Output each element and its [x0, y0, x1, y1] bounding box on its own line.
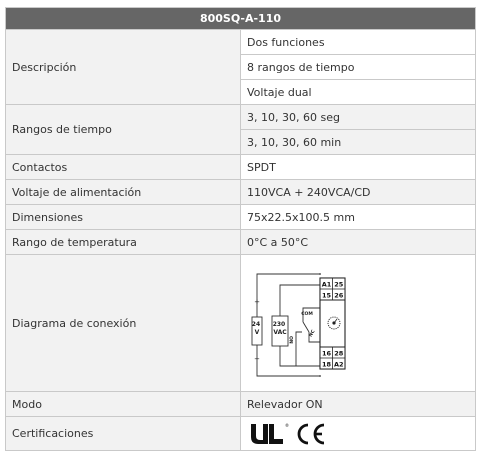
- row-diagrama: [6, 255, 476, 392]
- label-descripcion: Descripción: [6, 30, 241, 105]
- terminal-25: 25: [334, 280, 344, 288]
- ul-mark-icon: [247, 421, 287, 447]
- supply-230vac-label: [273, 321, 288, 336]
- ul-letter-u: [251, 424, 268, 444]
- table-header-row: [6, 8, 476, 30]
- value-certificaciones: [241, 417, 476, 451]
- label-diagrama: Diagrama de conexión: [6, 255, 241, 392]
- row-dimensiones: [6, 205, 476, 230]
- label-certificaciones: Certificaciones: [6, 417, 241, 451]
- row-rangos: [6, 105, 476, 130]
- minus-sign-bottom: −: [254, 354, 260, 363]
- value-descripcion-1: Dos funciones: [241, 30, 476, 55]
- terminal-18: 18: [321, 360, 332, 368]
- ul-mark-registered: ®: [285, 422, 289, 428]
- value-contactos: SPDT: [241, 155, 476, 180]
- label-dimensiones: Dimensiones: [6, 205, 241, 230]
- value-rangos-2: 3, 10, 30, 60 min: [241, 130, 476, 155]
- wiring-diagram-svg: [247, 260, 364, 387]
- model-title: 800SQ-A-110: [6, 8, 476, 30]
- row-temperatura: [6, 230, 476, 255]
- label-nc: NC: [308, 328, 317, 338]
- label-temperatura: Rango de temperatura: [6, 230, 241, 255]
- label-modo: Modo: [6, 392, 241, 417]
- terminal-28: 28: [334, 349, 344, 357]
- plus-sign-top: +: [254, 297, 260, 306]
- supply-230-line1: 230: [272, 320, 286, 328]
- supply-24v-line1: 24: [251, 320, 261, 328]
- label-no: NO: [290, 335, 295, 344]
- ce-letter-c: [299, 425, 308, 443]
- terminal-a2: A2: [334, 360, 344, 368]
- switch-arm: [303, 322, 309, 332]
- wire-no: [296, 332, 302, 366]
- value-modo: Relevador ON: [241, 392, 476, 417]
- spec-table: [5, 7, 476, 451]
- junction-bottom: [319, 375, 321, 377]
- spec-table-container: [5, 7, 476, 451]
- row-modo: [6, 392, 476, 417]
- terminal-16: 16: [321, 349, 332, 357]
- label-rangos: Rangos de tiempo: [6, 105, 241, 155]
- row-certificaciones: [6, 417, 476, 451]
- ul-letter-l: [269, 424, 283, 444]
- row-voltaje: [6, 180, 476, 205]
- value-descripcion-3: Voltaje dual: [241, 80, 476, 105]
- row-descripcion: [6, 30, 476, 55]
- label-com: COM: [301, 311, 313, 317]
- terminal-26: 26: [334, 291, 344, 299]
- value-temperatura: 0°C a 50°C: [241, 230, 476, 255]
- row-contactos: [6, 155, 476, 180]
- supply-230-line2: VAC: [273, 328, 287, 336]
- ce-mark-icon: [293, 421, 327, 447]
- value-descripcion-2: 8 rangos de tiempo: [241, 55, 476, 80]
- junction-top: [319, 273, 321, 275]
- label-contactos: Contactos: [6, 155, 241, 180]
- wiring-diagram: [247, 260, 364, 387]
- terminal-15: 15: [321, 291, 332, 299]
- value-diagrama: [241, 255, 476, 392]
- supply-24v-line2: V: [254, 328, 260, 336]
- cert-marks: [247, 421, 469, 447]
- value-dimensiones: 75x22.5x100.5 mm: [241, 205, 476, 230]
- value-voltaje: 110VCA + 240VCA/CD: [241, 180, 476, 205]
- label-voltaje: Voltaje de alimentación: [6, 180, 241, 205]
- terminal-a1: A1: [321, 280, 332, 288]
- value-rangos-1: 3, 10, 30, 60 seg: [241, 105, 476, 130]
